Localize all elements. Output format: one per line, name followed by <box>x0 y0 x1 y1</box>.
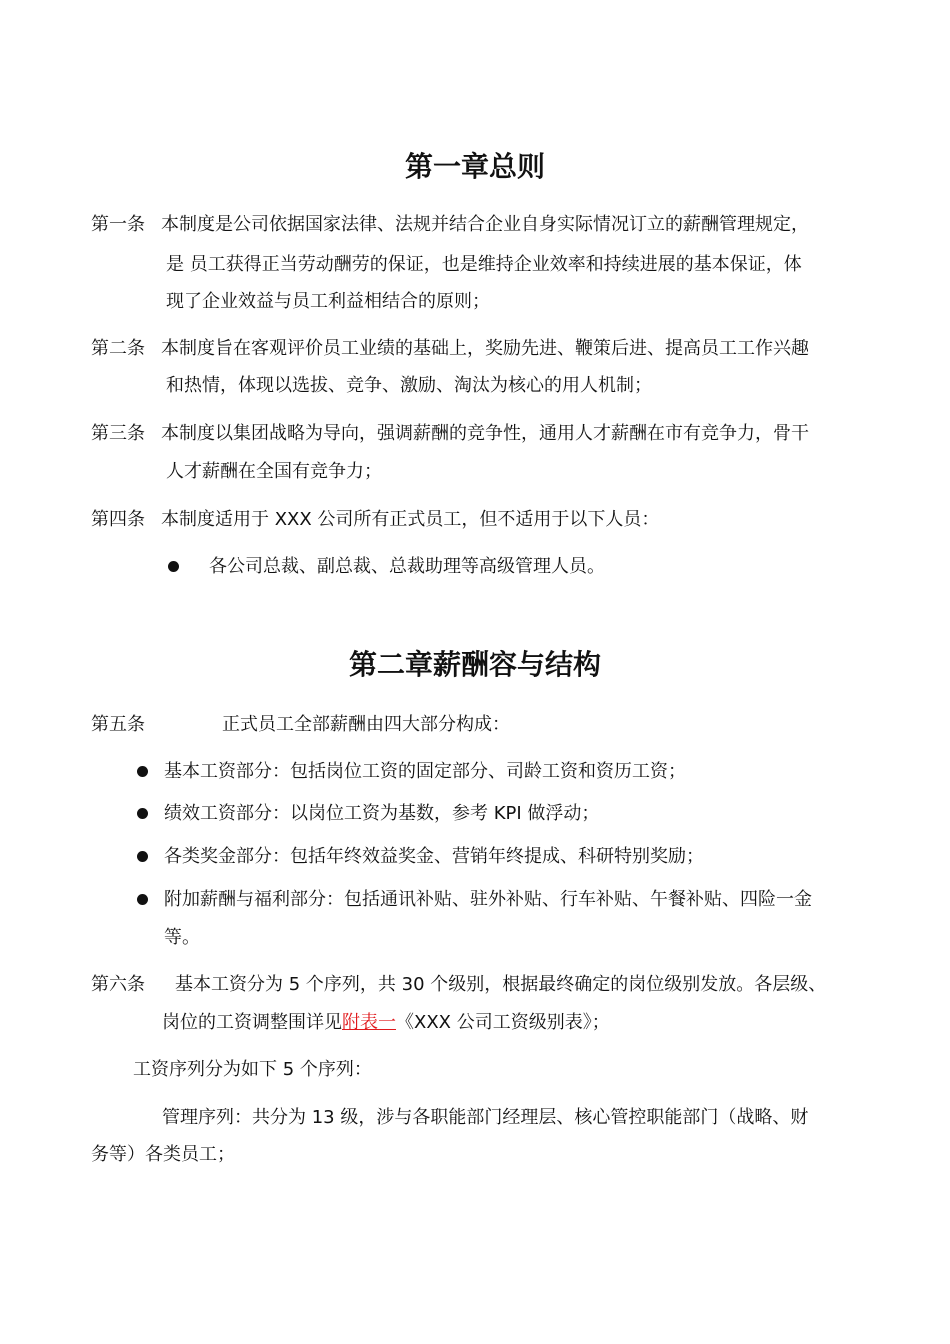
appendix-1-link[interactable]: 附表一 <box>342 1012 396 1033</box>
article-1-line-3: 现了企业效益与员工利益相结合的原则； <box>166 291 490 312</box>
article-1-label: 第一条 <box>91 214 145 235</box>
chapter-2-title: 第二章薪酬容与结构 <box>348 648 601 681</box>
article-3-line-1: 本制度以集团战略为导向，强调薪酬的竞争性，通用人才薪酬在市有竞争力，骨干 <box>161 423 809 444</box>
article-5-label: 第五条 <box>91 714 145 735</box>
salary-series-intro: 工资序列分为如下 5 个序列： <box>133 1059 372 1080</box>
article-1-line-2: 是 员工获得正当劳动酬劳的保证，也是维持企业效率和持续进展的基本保证，体 <box>166 254 802 275</box>
article-2-line-2: 和热情，体现以选拔、竞争、激励、淘汰为核心的用人机制； <box>166 375 652 396</box>
bullet-dot-icon <box>168 561 179 572</box>
article-6-label: 第六条 <box>91 974 145 995</box>
chapter-1-title: 第一章总则 <box>404 150 545 183</box>
article-3-label: 第三条 <box>91 423 145 444</box>
article-4-line-1: 本制度适用于 XXX 公司所有正式员工，但不适用于以下人员： <box>161 509 660 530</box>
bullet-dot-icon <box>137 766 148 777</box>
bullet-dot-icon <box>137 808 148 819</box>
article-4-bullet-1: 各公司总裁、副总裁、总裁助理等高级管理人员。 <box>209 556 605 577</box>
article-5-bullet-2: 绩效工资部分：以岗位工资为基数，参考 KPI 做浮动； <box>164 803 600 824</box>
article-5-text: 正式员工全部薪酬由四大部分构成： <box>222 714 510 735</box>
article-5-bullet-1: 基本工资部分：包括岗位工资的固定部分、司龄工资和资历工资； <box>164 761 686 782</box>
article-2-label: 第二条 <box>91 338 145 359</box>
article-4-label: 第四条 <box>91 509 145 530</box>
article-2-line-1: 本制度旨在客观评价员工业绩的基础上，奖励先进、鞭策后进、提高员工工作兴趣 <box>161 338 809 359</box>
article-5-bullet-3: 各类奖金部分：包括年终效益奖金、营销年终提成、科研特别奖励； <box>164 846 704 867</box>
bullet-dot-icon <box>137 894 148 905</box>
management-series-line-2: 务等）各类员工； <box>91 1144 235 1165</box>
article-5-bullet-4-cont: 等。 <box>164 927 200 948</box>
article-5-bullet-4: 附加薪酬与福利部分：包括通讯补贴、驻外补贴、行车补贴、午餐补贴、四险一金 <box>164 889 812 910</box>
article-6-line-2-post: 《XXX 公司工资级别表》； <box>396 1012 610 1033</box>
article-6-line-1: 基本工资分为 5 个序列，共 30 个级别，根据最终确定的岗位级别发放。各层级、 <box>175 974 827 995</box>
article-1-line-1: 本制度是公司依据国家法律、法规并结合企业自身实际情况订立的薪酬管理规定， <box>161 214 809 235</box>
management-series-line-1: 管理序列：共分为 13 级，涉与各职能部门经理层、核心管控职能部门（战略、财 <box>162 1107 809 1128</box>
article-6-line-2-pre: 岗位的工资调整围详见 <box>162 1012 342 1033</box>
article-3-line-2: 人才薪酬在全国有竞争力； <box>166 461 382 482</box>
article-6-line-2 <box>162 1014 610 1032</box>
bullet-dot-icon <box>137 851 148 862</box>
